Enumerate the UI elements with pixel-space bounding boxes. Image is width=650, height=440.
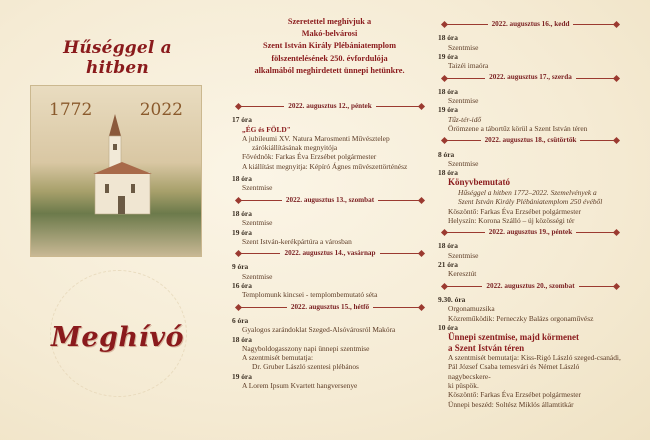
- day-header-aug12: 2022. augusztus 12., péntek: [232, 102, 428, 111]
- day-header-aug14: 2022. augusztus 14., vasárnap: [232, 249, 428, 258]
- program-column-left: [232, 100, 428, 393]
- event: 18 óra Szentmise: [232, 174, 273, 193]
- event: 6 óra Gyalogos zarándoklat Szeged-Alsóvárosról Makóra 18 óra Nagyboldogasszony napi ünnepi szentmise A szentmisét bemutatja: Dr. Gruber László szentesi plébános 19 óra A Lorem Ipsum Kvartett hangversenye: [232, 315, 396, 391]
- day-header-aug13: 2022. augusztus 13., szombat: [232, 196, 428, 205]
- day-header-aug20: 2022. augusztus 20., szombat: [438, 282, 623, 291]
- event: 17 óra „ÉG és FÖLD" A jubileumi XV. Natura Marosmenti Művésztelep zárókiállításának megnyitója Fővédnök: Farkas Éva Erzsébet polgármester A kiállítást megnyitja: Képíró Ágnes művészettörténész: [232, 115, 408, 171]
- event: 18 óra Szentmise 21 óra Keresztút: [438, 241, 479, 279]
- event: 8 óra Szentmise 18 óra Könyvbemutató Hűséggel a hitben 1772–2022. Szemelvények a Szent István Király Plébániatemplom 250 évéből Köszöntő: Farkas Éva Erzsébet polgármester Helyszín: Korona Szálló – új közösségi tér: [438, 149, 603, 225]
- event: 18 óra Szentmise 19 óra Tűz-tér-idő Örömzene a tábortűz körül a Szent István téren: [438, 86, 588, 133]
- intro-line: fölszentelésének 250. évfordulója: [271, 53, 388, 63]
- intro-line: Makó-belvárosi: [301, 29, 358, 39]
- intro-line: Szent István Király Plébániatemplom: [263, 41, 396, 51]
- day-header-aug17: 2022. augusztus 17., szerda: [438, 73, 623, 82]
- year-end: 2022: [139, 100, 183, 120]
- booklet-title: Hűséggel a hitben: [63, 38, 172, 78]
- church-photo: [30, 85, 202, 257]
- year-start: 1772: [49, 100, 93, 120]
- day-header-aug18: 2022. augusztus 18., csütörtök: [438, 136, 623, 145]
- event: 9 óra Szentmise 16 óra Templomunk kincsei - templombemutató séta: [232, 262, 378, 300]
- intro-text: [232, 16, 427, 77]
- invitation-heading: Meghívó: [50, 322, 185, 353]
- event: 18 óra Szentmise 19 óra Taizéi imaóra: [438, 33, 489, 71]
- intro-line: alkalmából meghirdetett ünnepi hetünkre.: [254, 65, 405, 75]
- church-illustration: [85, 114, 155, 229]
- intro-line: Szeretettel meghívjuk a: [287, 17, 372, 26]
- day-header-aug16: 2022. augusztus 16., kedd: [438, 20, 623, 29]
- day-header-aug19: 2022. augusztus 19., péntek: [438, 228, 623, 237]
- event: 18 óra Szentmise 19 óra Szent István-kerékpártúra a városban: [232, 208, 352, 246]
- day-header-aug15: 2022. augusztus 15., hétfő: [232, 303, 428, 312]
- event: 9.30. óra Orgonamuzsika Közreműködik: Perneczky Balázs orgonaművész 10 óra Ünnepi szentmise, majd körmenet a Szent István téren A szentmisét bemutatja: Kiss-Rigó László szeged-csanádi, Pál József Csaba temesvári és Német László nagybecskere- ki püspök. Köszöntő: Farkas Éva Erzsébet polgármester Ünnepi beszéd: Soltész Miklós államtitkár: [438, 294, 621, 409]
- program-column-right: [438, 18, 623, 412]
